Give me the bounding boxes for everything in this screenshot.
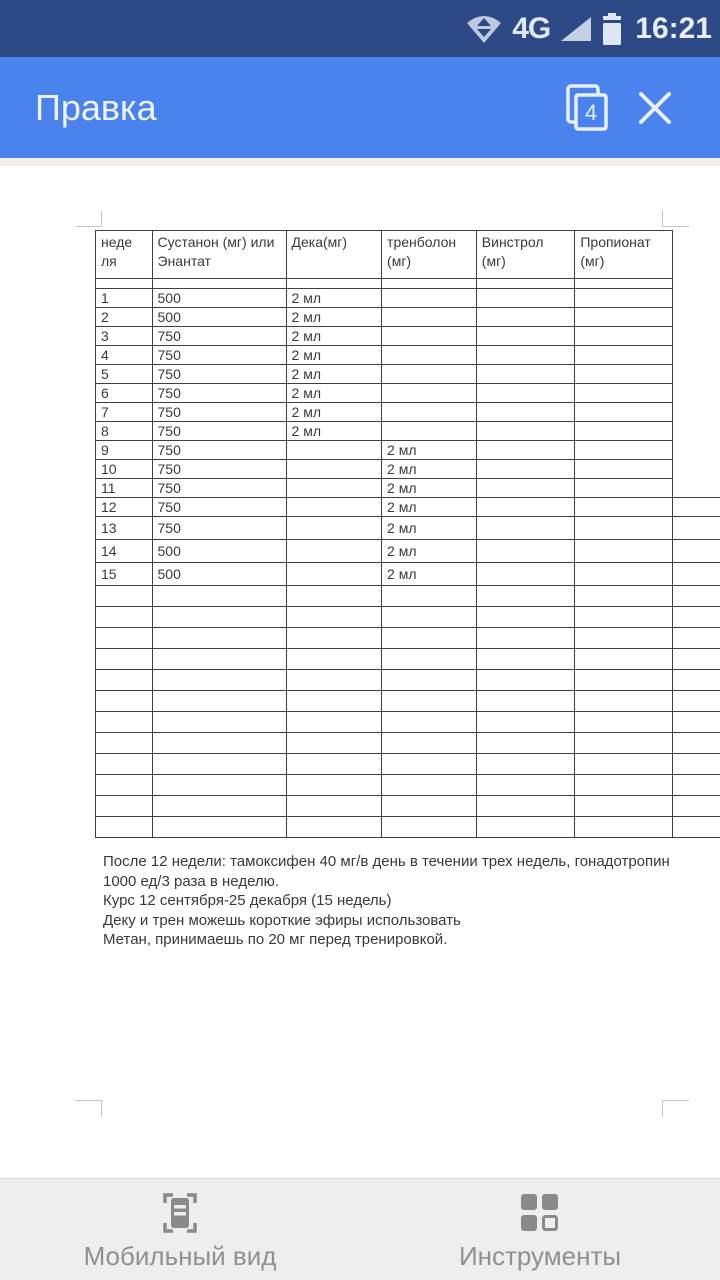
table-cell[interactable]: 15	[96, 563, 153, 586]
table-cell[interactable]	[152, 712, 286, 733]
table-cell[interactable]	[476, 479, 575, 498]
table-cell[interactable]: 2 мл	[286, 289, 382, 308]
close-icon	[632, 85, 678, 131]
table-cell[interactable]	[476, 460, 575, 479]
table-cell[interactable]: 14	[96, 540, 153, 563]
table-row	[96, 403, 720, 422]
dosage-table	[95, 230, 720, 838]
table-cell[interactable]: 2 мл	[286, 422, 382, 441]
table-cell[interactable]	[575, 498, 673, 517]
table-overflow-cell	[673, 691, 720, 712]
table-row	[96, 563, 720, 586]
text-boundary-mark-top-left	[75, 210, 102, 227]
table-cell[interactable]: 2 мл	[382, 479, 477, 498]
table-cell[interactable]	[476, 796, 575, 817]
table-cell[interactable]	[476, 775, 575, 796]
table-cell[interactable]	[476, 441, 575, 460]
table-cell[interactable]: 11	[96, 479, 153, 498]
header-cell[interactable]: Пропионат (мг)	[575, 231, 673, 279]
wifi-vpn-icon	[465, 12, 503, 46]
table-cell[interactable]: 13	[96, 517, 153, 540]
table-cell[interactable]	[575, 607, 673, 628]
table-row	[96, 365, 720, 384]
table-cell[interactable]	[382, 289, 477, 308]
table-row	[96, 498, 720, 517]
network-type-label: 4G	[512, 11, 551, 45]
table-cell[interactable]: 2 мл	[382, 517, 477, 540]
table-cell[interactable]	[476, 384, 575, 403]
table-cell[interactable]	[286, 649, 382, 670]
table-cell[interactable]: 2 мл	[286, 403, 382, 422]
table-cell[interactable]	[286, 441, 382, 460]
table-cell[interactable]	[152, 628, 286, 649]
table-cell[interactable]: 500	[152, 540, 286, 563]
table-cell[interactable]	[575, 817, 673, 838]
table-cell[interactable]	[96, 670, 153, 691]
text-boundary-mark-bottom-right	[662, 1100, 689, 1117]
table-overflow-cell	[673, 817, 720, 838]
table-row	[96, 460, 720, 479]
table-row	[96, 346, 720, 365]
table-cell[interactable]: 3	[96, 327, 153, 346]
table-cell[interactable]	[476, 733, 575, 754]
table-cell[interactable]	[286, 279, 382, 289]
table-cell[interactable]	[476, 498, 575, 517]
text-boundary-mark-top-right	[662, 210, 689, 227]
table-cell[interactable]	[286, 796, 382, 817]
table-cell[interactable]	[382, 607, 477, 628]
table-cell[interactable]: 2 мл	[286, 346, 382, 365]
app-header	[0, 57, 720, 158]
table-cell[interactable]	[476, 563, 575, 586]
table-cell[interactable]	[96, 712, 153, 733]
table-cell[interactable]: 12	[96, 498, 153, 517]
table-cell[interactable]	[575, 540, 673, 563]
table-cell[interactable]	[382, 796, 477, 817]
table-row	[96, 308, 720, 327]
table-cell[interactable]	[575, 691, 673, 712]
table-cell[interactable]: 750	[152, 441, 286, 460]
table-cell[interactable]	[476, 422, 575, 441]
table-empty-row	[96, 649, 720, 670]
table-cell[interactable]	[382, 628, 477, 649]
table-row	[96, 327, 720, 346]
table-cell[interactable]: 750	[152, 365, 286, 384]
table-cell[interactable]	[96, 775, 153, 796]
table-cell[interactable]: 750	[152, 403, 286, 422]
table-cell[interactable]	[96, 586, 153, 607]
table-row	[96, 384, 720, 403]
table-cell[interactable]	[476, 346, 575, 365]
table-cell[interactable]	[575, 712, 673, 733]
table-header-row	[96, 231, 720, 279]
table-cell[interactable]: 2 мл	[286, 384, 382, 403]
document-page[interactable]	[0, 158, 720, 1178]
table-cell[interactable]: 500	[152, 563, 286, 586]
table-cell[interactable]	[286, 628, 382, 649]
table-empty-row	[96, 754, 720, 775]
table-empty-row	[96, 628, 720, 649]
table-cell[interactable]	[382, 384, 477, 403]
table-cell[interactable]	[382, 586, 477, 607]
table-overflow-cell	[673, 289, 720, 308]
table-cell[interactable]	[152, 733, 286, 754]
table-cell[interactable]	[575, 796, 673, 817]
mobile-view-label: Мобильный вид	[83, 1241, 277, 1271]
table-cell[interactable]: 2 мл	[382, 563, 477, 586]
table-spacer-row	[96, 279, 720, 289]
table-cell[interactable]: 500	[152, 289, 286, 308]
header-cell[interactable]: Винстрол (мг)	[476, 231, 575, 279]
table-cell[interactable]	[476, 308, 575, 327]
table-cell[interactable]	[152, 670, 286, 691]
table-cell[interactable]	[575, 441, 673, 460]
table-overflow-cell	[673, 775, 720, 796]
table-overflow-cell	[673, 670, 720, 691]
table-cell[interactable]: 750	[152, 517, 286, 540]
table-empty-row	[96, 670, 720, 691]
table-row	[96, 441, 720, 460]
table-cell[interactable]: 750	[152, 384, 286, 403]
table-cell[interactable]	[286, 775, 382, 796]
table-cell[interactable]: 1	[96, 289, 153, 308]
table-overflow-cell	[673, 628, 720, 649]
table-cell[interactable]: 750	[152, 498, 286, 517]
table-cell[interactable]	[476, 691, 575, 712]
table-cell[interactable]	[476, 586, 575, 607]
table-overflow-cell	[673, 365, 720, 384]
table-cell[interactable]: 4	[96, 346, 153, 365]
table-cell[interactable]	[382, 327, 477, 346]
table-cell[interactable]	[476, 517, 575, 540]
table-cell[interactable]	[575, 479, 673, 498]
table-overflow-cell	[673, 231, 720, 279]
table-overflow-cell	[673, 279, 720, 289]
table-cell[interactable]	[476, 754, 575, 775]
table-cell[interactable]	[286, 460, 382, 479]
table-overflow-cell	[673, 441, 720, 460]
header-cell[interactable]: неделя	[96, 231, 153, 279]
table-empty-row	[96, 607, 720, 628]
note-line[interactable]: Метан, принимаешь по 20 мг перед тренировкой.	[103, 931, 448, 948]
table-cell[interactable]	[286, 607, 382, 628]
table-cell[interactable]: 750	[152, 479, 286, 498]
text-boundary-mark-bottom-left	[75, 1100, 102, 1117]
table-cell[interactable]	[382, 775, 477, 796]
table-cell[interactable]	[382, 733, 477, 754]
table-cell[interactable]	[286, 586, 382, 607]
table-cell[interactable]	[575, 346, 673, 365]
table-cell[interactable]	[382, 691, 477, 712]
table-cell[interactable]	[286, 712, 382, 733]
table-cell[interactable]	[575, 422, 673, 441]
table-cell[interactable]	[286, 691, 382, 712]
table-cell[interactable]	[382, 403, 477, 422]
table-cell[interactable]	[476, 712, 575, 733]
table-cell[interactable]	[575, 563, 673, 586]
table-overflow-cell	[673, 346, 720, 365]
tools-icon	[516, 1189, 564, 1237]
notes-paragraph	[103, 852, 678, 950]
table-cell[interactable]	[575, 733, 673, 754]
header-cell[interactable]: тренболон (мг)	[382, 231, 477, 279]
table-cell[interactable]: 2 мл	[286, 365, 382, 384]
table-cell[interactable]	[382, 422, 477, 441]
table-cell[interactable]: 2 мл	[382, 460, 477, 479]
table-overflow-cell	[673, 403, 720, 422]
table-cell[interactable]: 750	[152, 346, 286, 365]
table-cell[interactable]: 750	[152, 327, 286, 346]
table-cell[interactable]	[575, 628, 673, 649]
table-row	[96, 289, 720, 308]
table-row	[96, 540, 720, 563]
close-button[interactable]	[620, 73, 690, 143]
header-cell[interactable]: Дека(мг)	[286, 231, 382, 279]
status-bar	[0, 0, 720, 57]
table-cell[interactable]	[96, 279, 153, 289]
bottom-toolbar	[0, 1178, 720, 1280]
table-cell[interactable]	[575, 754, 673, 775]
table-cell[interactable]	[476, 365, 575, 384]
table-empty-row	[96, 712, 720, 733]
table-cell[interactable]	[96, 733, 153, 754]
table-cell[interactable]	[152, 775, 286, 796]
table-overflow-cell	[673, 308, 720, 327]
table-overflow-cell	[673, 479, 720, 498]
table-cell[interactable]	[96, 817, 153, 838]
table-cell[interactable]	[575, 365, 673, 384]
table-cell[interactable]	[152, 796, 286, 817]
table-cell[interactable]: 750	[152, 460, 286, 479]
mobile-view-button[interactable]	[0, 1179, 360, 1280]
clock-label: 16:21	[635, 11, 712, 45]
table-cell[interactable]	[575, 460, 673, 479]
table-cell[interactable]: 5	[96, 365, 153, 384]
table-cell[interactable]: 7	[96, 403, 153, 422]
table-cell[interactable]: 500	[152, 308, 286, 327]
table-cell[interactable]	[286, 517, 382, 540]
table-cell[interactable]	[476, 649, 575, 670]
table-cell[interactable]	[286, 817, 382, 838]
table-cell[interactable]	[575, 517, 673, 540]
table-cell[interactable]	[382, 817, 477, 838]
table-overflow-cell	[673, 563, 720, 586]
table-cell[interactable]	[382, 365, 477, 384]
table-cell[interactable]	[286, 754, 382, 775]
table-cell[interactable]: 9	[96, 441, 153, 460]
table-overflow-cell	[673, 540, 720, 563]
table-cell[interactable]	[575, 649, 673, 670]
table-cell[interactable]: 750	[152, 422, 286, 441]
page-top-strip	[0, 158, 720, 166]
table-cell[interactable]	[476, 540, 575, 563]
table-cell[interactable]	[575, 670, 673, 691]
table-cell[interactable]	[286, 670, 382, 691]
table-overflow-cell	[673, 796, 720, 817]
battery-icon	[602, 13, 622, 45]
pages-button[interactable]	[550, 73, 620, 143]
table-cell[interactable]	[476, 607, 575, 628]
table-cell[interactable]	[575, 775, 673, 796]
mobile-view-icon	[156, 1189, 204, 1237]
table-cell[interactable]	[575, 384, 673, 403]
table-cell[interactable]	[286, 498, 382, 517]
table-overflow-cell	[673, 422, 720, 441]
table-cell[interactable]	[286, 540, 382, 563]
table-cell[interactable]	[96, 796, 153, 817]
note-line[interactable]: Курс 12 сентября-25 декабря (15 недель)	[103, 892, 392, 909]
page-title: Правка	[35, 86, 157, 128]
table-cell[interactable]	[152, 649, 286, 670]
table-cell[interactable]	[152, 607, 286, 628]
table-empty-row	[96, 817, 720, 838]
table-cell[interactable]	[575, 327, 673, 346]
table-cell[interactable]: 2 мл	[286, 308, 382, 327]
table-cell[interactable]	[575, 289, 673, 308]
table-cell[interactable]	[476, 670, 575, 691]
table-empty-row	[96, 733, 720, 754]
table-overflow-cell	[673, 607, 720, 628]
table-overflow-cell	[673, 460, 720, 479]
table-overflow-cell	[673, 754, 720, 775]
header-cell[interactable]: Сустанон (мг) или Энантат	[152, 231, 286, 279]
table-cell[interactable]	[152, 691, 286, 712]
table-empty-row	[96, 586, 720, 607]
table-overflow-cell	[673, 733, 720, 754]
table-cell[interactable]	[382, 346, 477, 365]
table-cell[interactable]	[476, 279, 575, 289]
table-cell[interactable]	[152, 754, 286, 775]
table-cell[interactable]	[382, 754, 477, 775]
table-cell[interactable]	[476, 403, 575, 422]
table-cell[interactable]: 8	[96, 422, 153, 441]
pages-count-badge: 4	[584, 99, 598, 125]
table-cell[interactable]	[152, 817, 286, 838]
table-cell[interactable]	[286, 479, 382, 498]
note-line[interactable]: После 12 недели: тамоксифен 40 мг/в день в течении трех недель, гонадотропин 1000 ед/3 раза в неделю.	[103, 853, 670, 890]
table-cell[interactable]	[96, 754, 153, 775]
table-cell[interactable]	[476, 289, 575, 308]
table-overflow-cell	[673, 649, 720, 670]
table-cell[interactable]	[286, 563, 382, 586]
table-cell[interactable]	[152, 279, 286, 289]
pages-icon	[559, 82, 611, 134]
table-cell[interactable]	[382, 670, 477, 691]
table-cell[interactable]	[286, 733, 382, 754]
table-cell[interactable]	[96, 628, 153, 649]
table-cell[interactable]	[476, 628, 575, 649]
table-row	[96, 479, 720, 498]
table-overflow-cell	[673, 327, 720, 346]
table-cell[interactable]: 6	[96, 384, 153, 403]
table-overflow-cell	[673, 586, 720, 607]
table-cell[interactable]	[575, 403, 673, 422]
table-cell[interactable]	[382, 649, 477, 670]
table-cell[interactable]	[96, 607, 153, 628]
table-cell[interactable]	[96, 691, 153, 712]
tools-label: Инструменты	[458, 1241, 622, 1271]
table-cell[interactable]	[476, 327, 575, 346]
table-overflow-cell	[673, 712, 720, 733]
table-row	[96, 517, 720, 540]
table-empty-row	[96, 775, 720, 796]
table-cell[interactable]	[575, 308, 673, 327]
table-cell[interactable]: 2 мл	[382, 498, 477, 517]
table-cell[interactable]	[575, 586, 673, 607]
table-overflow-cell	[673, 517, 720, 540]
note-line[interactable]: Деку и трен можешь короткие эфиры использовать	[103, 911, 461, 929]
table-cell[interactable]	[382, 712, 477, 733]
table-empty-row	[96, 796, 720, 817]
table-cell[interactable]	[476, 817, 575, 838]
table-row	[96, 422, 720, 441]
signal-strength-icon	[559, 15, 593, 43]
table-cell[interactable]	[575, 279, 673, 289]
table-cell[interactable]: 2 мл	[382, 540, 477, 563]
table-cell[interactable]	[382, 279, 477, 289]
table-cell[interactable]	[96, 649, 153, 670]
table-empty-row	[96, 691, 720, 712]
table-cell[interactable]: 10	[96, 460, 153, 479]
table-cell[interactable]	[382, 308, 477, 327]
table-cell[interactable]: 2 мл	[286, 327, 382, 346]
table-overflow-cell	[673, 384, 720, 403]
table-cell[interactable]	[152, 586, 286, 607]
tools-button[interactable]	[360, 1179, 720, 1280]
table-overflow-cell	[673, 498, 720, 517]
table-cell[interactable]: 2 мл	[382, 441, 477, 460]
table-cell[interactable]: 2	[96, 308, 153, 327]
